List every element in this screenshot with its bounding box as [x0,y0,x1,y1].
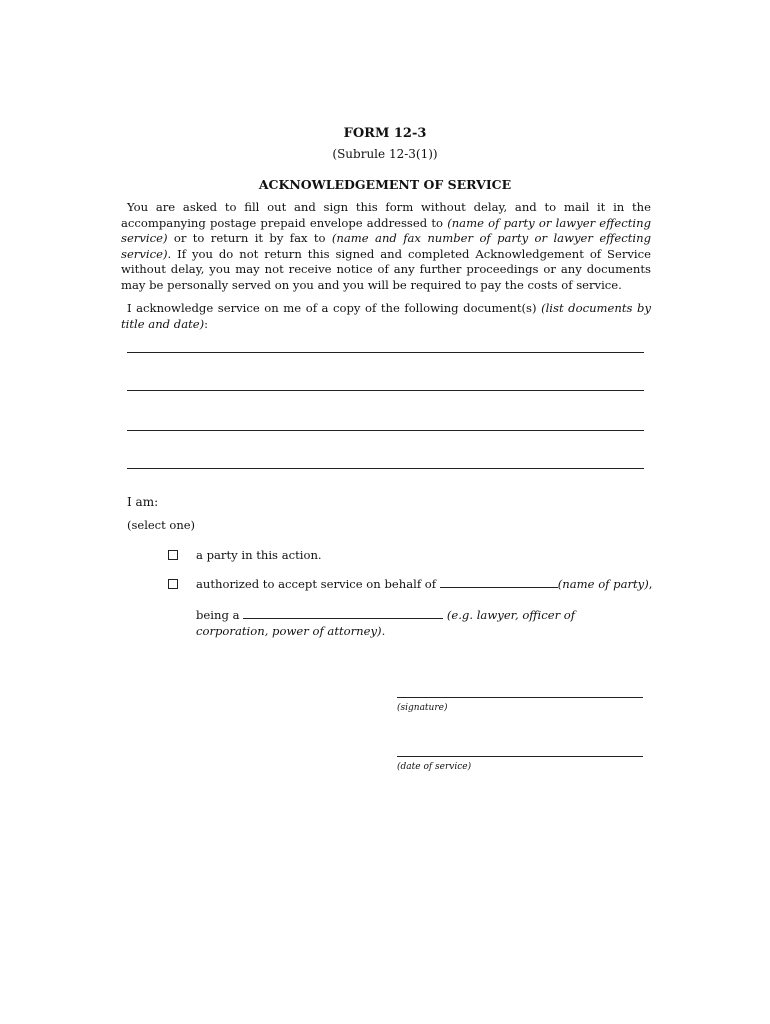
party-name-blank[interactable] [440,577,558,588]
i-am-label: I am: [127,495,159,509]
option-party-label: a party in this action. [196,548,322,562]
instructions-text-3: . If you do not return this signed and completed Acknowledgement of Service without delay, you may not receive notice of any further proceedings or any documents may be personally served on you and you will be required to pay the costs of service. [121,246,651,292]
fax-placeholder: (name and fax number of party or lawyer effecting service) [121,231,651,261]
signature-line[interactable] [397,697,643,698]
being-a-prefix: being a [196,608,244,622]
being-a-statement [196,607,651,639]
acknowledge-colon: : [204,316,209,331]
document-line-1[interactable] [127,352,644,353]
acknowledge-paragraph [121,301,651,332]
form-heading: ACKNOWLEDGEMENT OF SERVICE [258,177,512,192]
instructions-text-1: You are asked to fill out and sign this form without delay, and to mail it in the accompanying postage prepaid envelope addressed to [121,200,651,230]
instructions-paragraph [121,200,651,294]
being-hint: (e.g. lawyer, officer of corporation, power of attorney) [196,608,576,638]
authorized-hint: (name of party) [557,577,649,591]
document-line-3[interactable] [127,430,644,431]
party-placeholder: (name of party or lawyer effecting service) [121,215,651,246]
select-one-label: (select one) [127,518,196,532]
instructions-text-2: or to return it by fax to [167,231,332,246]
document-line-2[interactable] [127,390,644,391]
authorized-checkbox[interactable] [168,579,178,589]
form-subrule: (Subrule 12-3(1)) [332,147,438,161]
option-authorized [196,576,656,592]
acknowledge-text: I acknowledge service on me of a copy of the following document(s) [127,301,542,315]
document-line-4[interactable] [127,468,644,469]
form-number: FORM 12-3 [343,126,427,141]
date-line[interactable] [397,756,643,757]
date-label: (date of service) [397,762,472,772]
signature-label: (signature) [397,703,448,713]
acknowledge-hint: (list documents by title and date) [121,301,651,331]
capacity-blank[interactable] [243,608,443,619]
being-suffix: . [381,624,386,638]
authorized-suffix: , [648,577,653,591]
authorized-prefix: authorized to accept service on behalf of [196,577,440,591]
party-checkbox[interactable] [168,550,178,560]
